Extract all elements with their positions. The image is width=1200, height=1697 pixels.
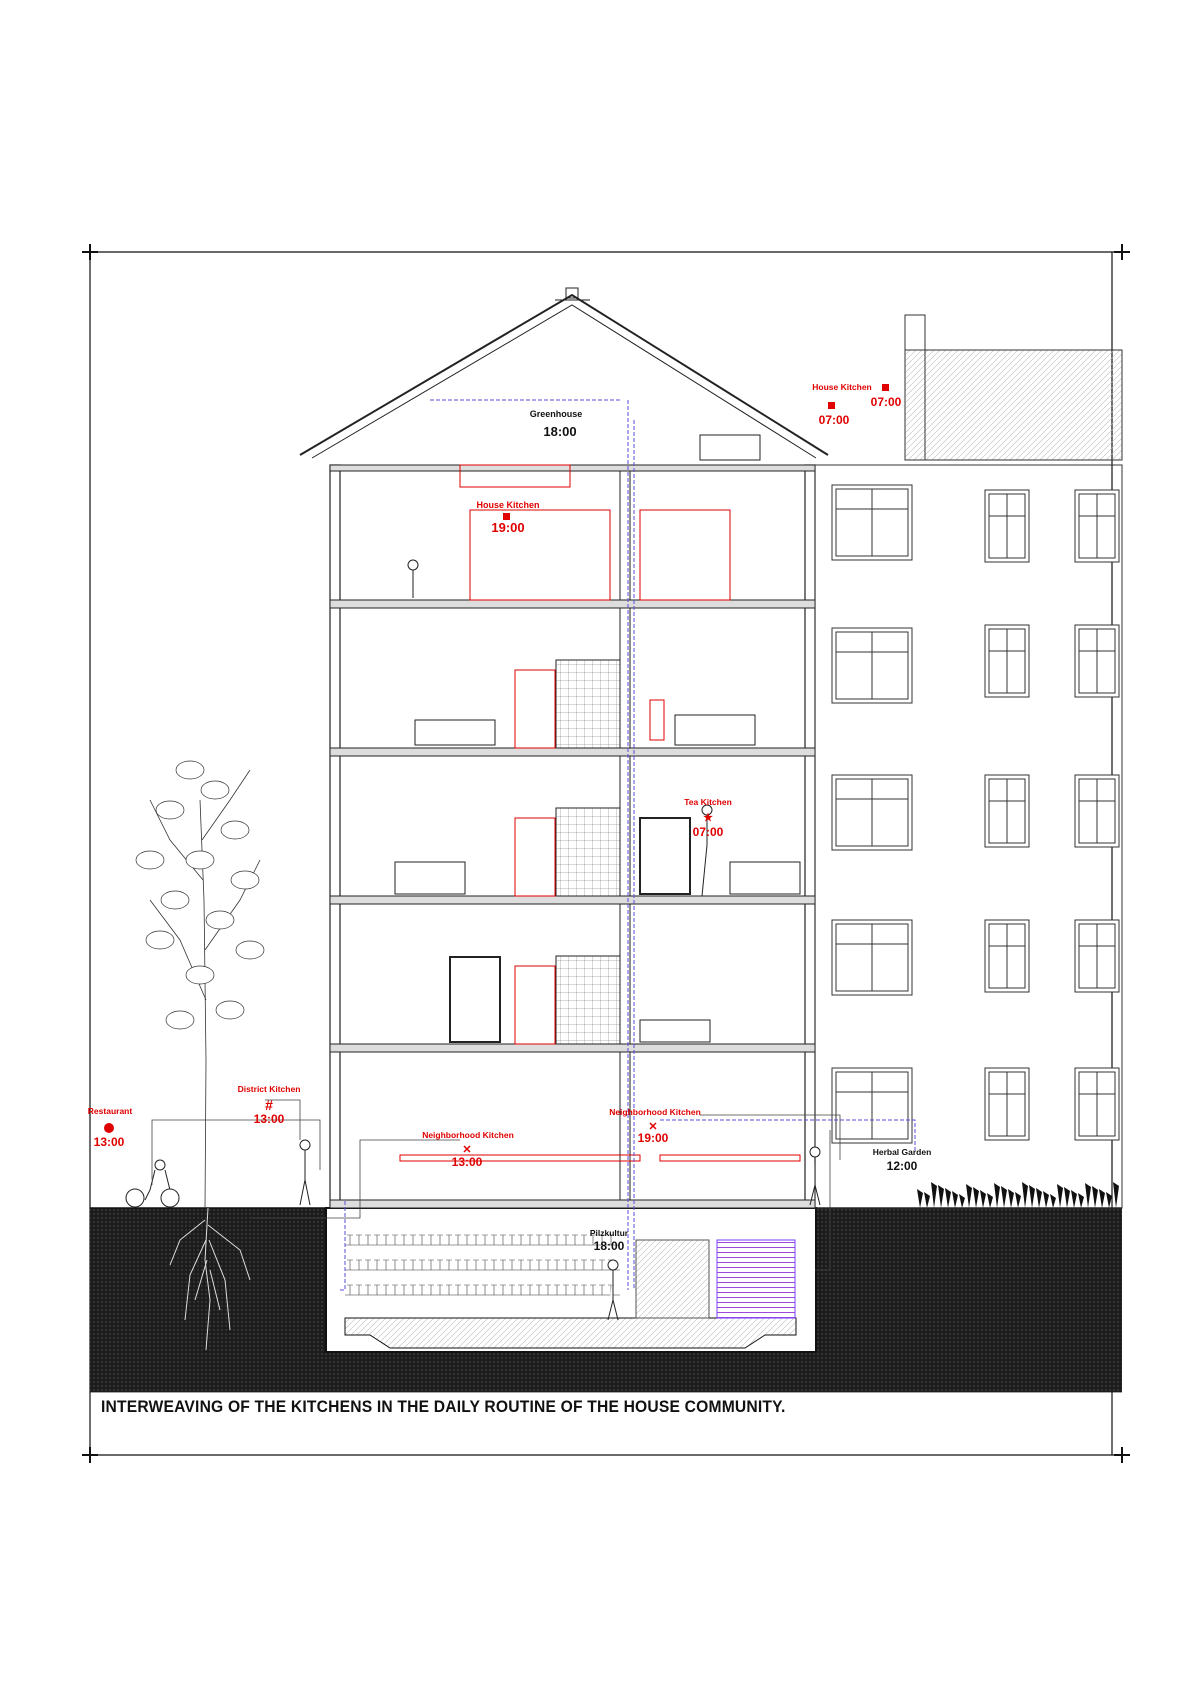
- herb-plant: [1092, 1186, 1098, 1208]
- herbal-garden-time: 12:00: [886, 1159, 918, 1173]
- herb-plant: [1085, 1183, 1091, 1208]
- foliage-cluster: [136, 851, 164, 869]
- neighbour-window: [985, 490, 1029, 562]
- house-kitchen-roof-marker-a: [828, 402, 835, 409]
- district-kitchen-name: District Kitchen: [237, 1084, 301, 1094]
- drawing-caption: INTERWEAVING OF THE KITCHENS IN THE DAILY ROUTINE OF THE HOUSE COMMUNITY.: [101, 1397, 786, 1416]
- neighbour-window: [1075, 920, 1119, 992]
- foliage-cluster: [236, 941, 264, 959]
- herb-plant: [1036, 1188, 1042, 1208]
- herb-plant: [1001, 1186, 1007, 1208]
- greenhouse-label: [530, 409, 583, 439]
- district-kitchen-symbol: #: [265, 1097, 273, 1113]
- herb-plant: [973, 1187, 979, 1208]
- neighbour-window: [832, 920, 912, 995]
- herb-plant: [931, 1182, 937, 1208]
- house-kitchen-top-name: House Kitchen: [476, 500, 540, 510]
- herb-plant: [987, 1193, 993, 1208]
- herb-plant: [1057, 1184, 1063, 1208]
- district-kitchen-time: 13:00: [253, 1112, 285, 1126]
- neighbour-window: [985, 775, 1029, 847]
- tea-kitchen-label: [684, 797, 732, 839]
- foliage-cluster: [201, 781, 229, 799]
- foliage-cluster: [176, 761, 204, 779]
- house-kitchen-roof-name: House Kitchen: [812, 382, 872, 392]
- herb-plant: [1078, 1193, 1084, 1208]
- pilzkultur-time: 18:00: [593, 1239, 625, 1253]
- herb-plant: [924, 1192, 930, 1208]
- tea-kitchen-marker: ★: [703, 812, 713, 824]
- tea-kitchen-name: Tea Kitchen: [684, 797, 732, 807]
- restaurant-label: [88, 1106, 133, 1149]
- pilzkultur-label: [590, 1228, 629, 1253]
- neighborhood-kitchen-b-time: 19:00: [637, 1131, 669, 1145]
- herb-plant: [1022, 1182, 1028, 1208]
- herb-plant: [1064, 1187, 1070, 1208]
- house-kitchen-roof-time-a: 07:00: [818, 413, 850, 427]
- foliage-cluster: [186, 851, 214, 869]
- herb-plant: [1008, 1189, 1014, 1208]
- herbal-garden-name: Herbal Garden: [872, 1147, 932, 1157]
- herb-plant: [1071, 1190, 1077, 1208]
- foliage-cluster: [231, 871, 259, 889]
- neighbour-window: [1075, 775, 1119, 847]
- restaurant-marker: [104, 1123, 114, 1133]
- neighbour-window: [985, 920, 1029, 992]
- herb-plant: [1029, 1185, 1035, 1208]
- herb-garden-plants: [917, 1182, 1119, 1208]
- greenhouse-time: 18:00: [543, 424, 577, 439]
- herb-plant: [959, 1194, 965, 1208]
- house-kitchen-roof-label: [812, 382, 901, 427]
- neighborhood-kitchen-b-name: Neighborhood Kitchen: [609, 1107, 701, 1117]
- neighbour-window: [832, 628, 912, 703]
- foliage-cluster: [216, 1001, 244, 1019]
- house-kitchen-roof-time-b: 07:00: [870, 395, 902, 409]
- restaurant-time: 13:00: [93, 1135, 125, 1149]
- neighborhood-kitchen-a-name: Neighborhood Kitchen: [422, 1130, 514, 1140]
- herb-plant: [994, 1183, 1000, 1208]
- neighbour-window: [832, 775, 912, 850]
- neighbour-window: [1075, 625, 1119, 697]
- greenhouse-name: Greenhouse: [529, 409, 583, 419]
- pilzkultur-name: Pilzkultur: [589, 1228, 629, 1238]
- herb-plant: [945, 1188, 951, 1208]
- herb-plant: [980, 1190, 986, 1208]
- neighbour-window: [832, 485, 912, 560]
- house-kitchen-top-time: 19:00: [491, 520, 525, 535]
- herb-plant: [966, 1184, 972, 1208]
- neighbour-window: [985, 1068, 1029, 1140]
- neighbour-window: [1075, 1068, 1119, 1140]
- foliage-cluster: [186, 966, 214, 984]
- neighborhood-kitchen-a-label: [422, 1130, 514, 1169]
- neighbour-window: [1075, 490, 1119, 562]
- foliage-cluster: [221, 821, 249, 839]
- restaurant-name: Restaurant: [87, 1106, 133, 1116]
- herb-plant: [917, 1189, 923, 1208]
- basement: [326, 1208, 816, 1352]
- house-kitchen-top-label: [476, 500, 539, 535]
- foliage-cluster: [166, 1011, 194, 1029]
- herb-plant: [1099, 1189, 1105, 1208]
- neighborhood-kitchen-a-time: 13:00: [451, 1155, 483, 1169]
- herb-plant: [1015, 1192, 1021, 1208]
- house-kitchen-top-marker: [503, 513, 510, 520]
- herb-plant: [952, 1191, 958, 1208]
- neighborhood-kitchen-b-symbol: ✕: [648, 1121, 658, 1133]
- foliage-cluster: [156, 801, 184, 819]
- foliage-cluster: [146, 931, 174, 949]
- service-pipes: [340, 400, 915, 1290]
- neighbour-window: [832, 1068, 912, 1143]
- herb-plant: [1043, 1191, 1049, 1208]
- herb-plant: [938, 1185, 944, 1208]
- tea-kitchen-time: 07:00: [692, 825, 724, 839]
- herb-plant: [1106, 1192, 1112, 1208]
- foliage-cluster: [206, 911, 234, 929]
- neighbour-building: [815, 315, 1122, 1208]
- neighbour-window: [985, 625, 1029, 697]
- herbal-garden-label: [873, 1147, 932, 1173]
- herb-plant: [1050, 1194, 1056, 1208]
- herb-plant: [1113, 1182, 1119, 1208]
- neighborhood-kitchen-a-symbol: ✕: [462, 1144, 472, 1156]
- house-kitchen-roof-marker-b: [882, 384, 889, 391]
- foliage-cluster: [161, 891, 189, 909]
